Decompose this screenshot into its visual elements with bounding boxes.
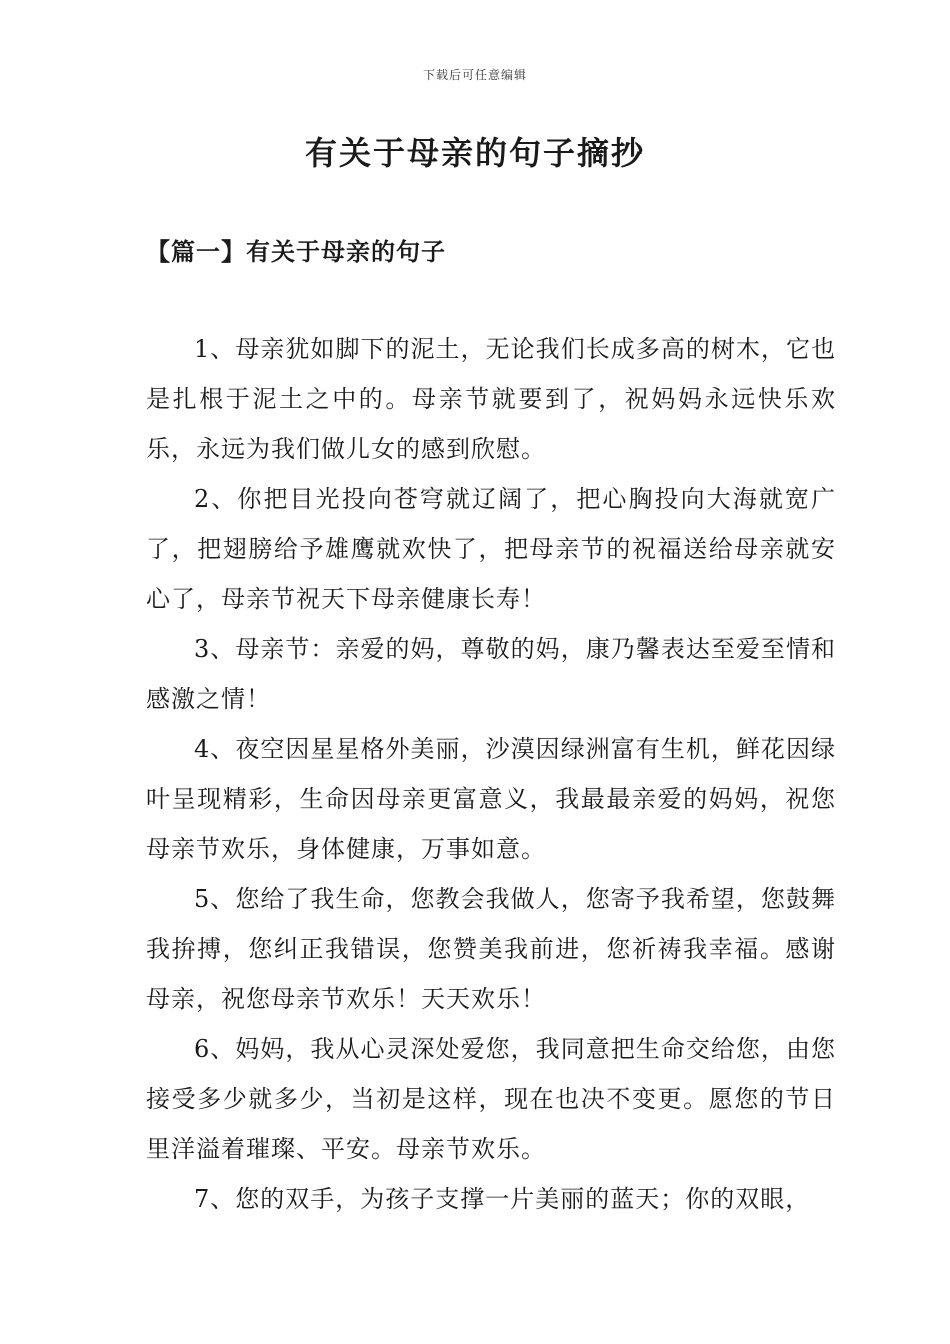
document-title: 有关于母亲的句子摘抄 [304,134,645,172]
paragraph-5: 5、您给了我生命，您教会我做人，您寄予我希望，您鼓舞我拚搏，您纠正我错误，您赞美我前进，您祈祷我幸福。感谢母亲，祝您母亲节欢乐！天天欢乐！ [146,885,836,1013]
paragraph-2: 2、你把目光投向苍穹就辽阔了，把心胸投向大海就宽广了，把翅膀给予雄鹰就欢快了，把母亲节的祝福送给母亲就安心了，母亲节祝天下母亲健康长寿！ [146,485,836,613]
section-heading: 【篇一】有关于母亲的句子 [146,237,446,266]
header-note: 下载后可任意编辑 [422,68,527,82]
paragraph-4: 4、夜空因星星格外美丽，沙漠因绿洲富有生机，鲜花因绿叶呈现精彩，生命因母亲更富意义，我最最亲爱的妈妈，祝您母亲节欢乐，身体健康，万事如意。 [146,735,836,863]
paragraph-1: 1、母亲犹如脚下的泥土，无论我们长成多高的树木，它也是扎根于泥土之中的。母亲节就要到了，祝妈妈永远快乐欢乐，永远为我们做儿女的感到欣慰。 [146,335,836,463]
body-text [146,324,836,1224]
paragraph-6: 6、妈妈，我从心灵深处爱您，我同意把生命交给您，由您接受多少就多少，当初是这样，现在也决不变更。愿您的节日里洋溢着璀璨、平安。母亲节欢乐。 [146,1035,836,1163]
paragraph-7: 7、您的双手，为孩子支撑一片美丽的蓝天；你的双眼， [194,1185,811,1213]
paragraph-3: 3、母亲节：亲爱的妈，尊敬的妈，康乃馨表达至爱至情和感激之情！ [146,635,836,713]
